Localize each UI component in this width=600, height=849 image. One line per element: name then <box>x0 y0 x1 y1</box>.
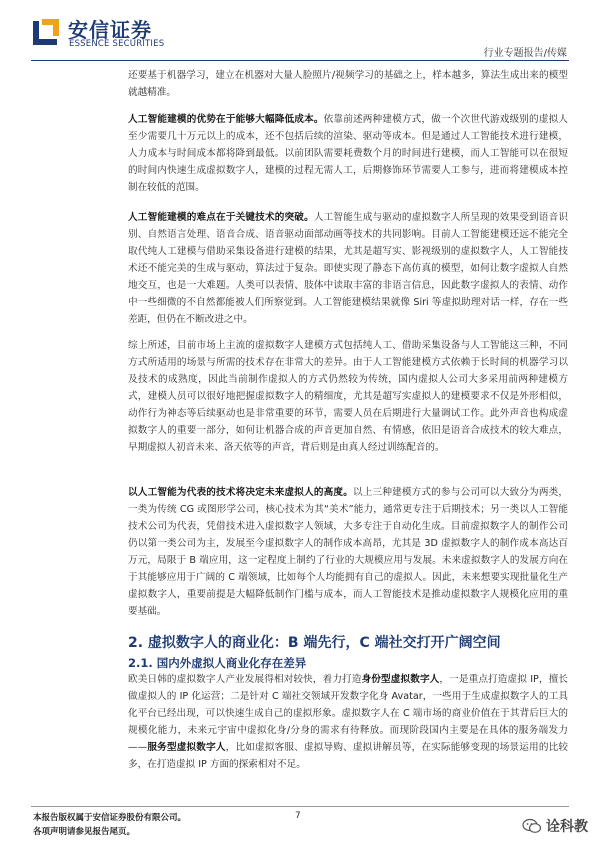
disclaimer-note: 各项声明请参见报告尾页。 <box>33 827 136 837</box>
bold-lead: 人工智能建模的优势在于能够大幅降低成本。 <box>128 114 324 125</box>
copyright-note: 本报告版权属于安信证券股份有限公司。 <box>33 813 187 823</box>
text-run: 综上所述，目前市场上主流的虚拟数字人建模方式包括纯人工、借助采集设备与人工智能这三种，不同方式所适用的场景与所需的技术存在非常大的差异。由于人工智能建模方式依赖于长时间的机器学习以及技术的成熟度，因此当前制作虚拟人的方式仍然较为传统，国内虚拟人公司大多采用前两种建模方式，建模人员可以很好地把握虚拟数字人的精细度，尤其是超写实虚拟人的建模要求不仅是外形相似，动作行为神态等后续驱动也是非常重要的环节，需要人员在后期进行大量调试工作。此外声音也构成虚拟数字人的重要一部分，如何让机器合成的声音更加自然、有情感，依旧是语音合成技术的较大难点，早期虚拟人初音未来、洛天依等的声音，背后则是由真人经过训练配音的。 <box>128 340 568 453</box>
header-divider <box>31 60 569 61</box>
page-header <box>0 0 600 62</box>
paragraph <box>128 209 568 328</box>
section-heading: 2. 虚拟数字人的商业化：B 端先行，C 端社交打开广阔空间 <box>128 635 501 651</box>
paragraph <box>128 111 568 196</box>
paragraph <box>128 67 568 101</box>
text-run: 还要基于机器学习，建立在机器对大量人脸照片/视频学习的基础之上，样本越多，算法生成出来的模型就越精准。 <box>128 70 568 98</box>
subsection-heading: 2.1. 国内外虚拟人商业化存在差异 <box>128 656 307 670</box>
text-run: ，比如虚拟客服、虚拟导购、虚拟讲解员等，在实际能够变现的场景运用的比较多，在打造虚拟 IP 方面的探索相对不足。 <box>128 742 569 770</box>
text-run: ，一是重点打造虚拟 IP，擅长做虚拟人的 IP 化运营；二是针对 C 端社交领域开发数字化身 Avatar，一些用于生成虚拟数字人的工具化平台已经出现，可以快速生成自己的虚拟形象。虚拟数字人在 C 端市场的商业价值在于其背后巨大的规模化能力，未来元宇宙中虚拟化身/分身的需求有待释放。而现阶段国内主要是在具体的服务端发力—— <box>128 674 569 753</box>
bold-lead: 人工智能建模的难点在于关键技术的突破。 <box>128 212 314 223</box>
report-type: 行业专题报告/传媒 <box>483 48 567 59</box>
paragraph <box>128 484 568 620</box>
text-run: 依靠前述两种建模方式，做一个次世代游戏级别的虚拟人至少需要几十万元以上的成本，还不包括后续的渲染、驱动等成本。但是通过人工智能技术进行建模，人力成本与时间成本都将降到最低。以前团队需要耗费数个月的时间进行建模，而人工智能可以在很短的时间内快速生成虚拟数字人，建模的过程无需人工，后期修饰环节需要人工参与，进而将建模成本控制在较低的范围。 <box>128 114 569 193</box>
footer-divider <box>31 806 569 807</box>
page-number: 7 <box>295 811 301 821</box>
wechat-icon <box>522 818 542 834</box>
text-run: 欧美日韩的虚拟数字人产业发展得相对较快，着力打造 <box>128 674 362 685</box>
bold-lead: 以人工智能为代表的技术将决定未来虚拟人的高度。 <box>128 487 353 498</box>
paragraph <box>128 671 568 773</box>
bold-lead: 身份型虚拟数字人 <box>361 674 440 685</box>
watermark-text: 诠科教 <box>546 819 588 835</box>
watermark <box>522 815 588 837</box>
text-run: 人工智能生成与驱动的虚拟数字人所呈现的效果受到语音识别、自然语言处理、语音合成、语音驱动面部动画等技术的共同影响。目前人工智能建模还远不能完全取代纯人工建模与借助采集设备进行建模的结果，尤其是超写实、影视级别的虚拟数字人，人工智能技术还不能完美的生成与驱动，算法过于复杂。即使实现了静态下高仿真的模型，如何让数字虚拟人自然地交互，也是一大难题。人类可以表情、肢体中读取丰富的非语言信息，因此数字虚拟人的表情、动作中一些细微的不自然都能被人们所察觉到。人工智能建模结果就像 Siri 等虚拟助理对话一样，存在一些差距，但仍在不断改进之中。 <box>128 212 569 325</box>
brand-name-en: ESSENCE SECURITIES <box>69 39 165 49</box>
paragraph <box>128 337 568 456</box>
text-run: 以上三种建模方式的参与公司可以大致分为两类，一类为传统 CG 或图形学公司，核心技术为其“美术”能力，通常更专注于后期技术；另一类以人工智能技术公司为代表，凭借技术进入虚拟数字人领域，大多专注于自动化生成。目前虚拟数字人的制作公司仍以第一类公司为主，发展至今虚拟数字人的制作成本高昂，尤其是 3D 虚拟数字人的制作成本高达百万元，局限于 B 端应用，这一定程度上制约了行业的大规模应用与发展。未来虚拟数字人的发展方向在于其能够应用于广阔的 C 端领域，比如每个人均能拥有自己的虚拟人。因此，未来想要实现批量化生产虚拟数字人，重要前提是大幅降低制作门槛与成本，而人工智能技术是推动虚拟数字人规模化应用的重要基础。 <box>128 487 568 617</box>
brand-name-cn: 安信证券 <box>68 18 152 42</box>
bold-lead: 服务型虚拟数字人 <box>147 742 226 753</box>
essence-logo-icon <box>31 17 61 47</box>
